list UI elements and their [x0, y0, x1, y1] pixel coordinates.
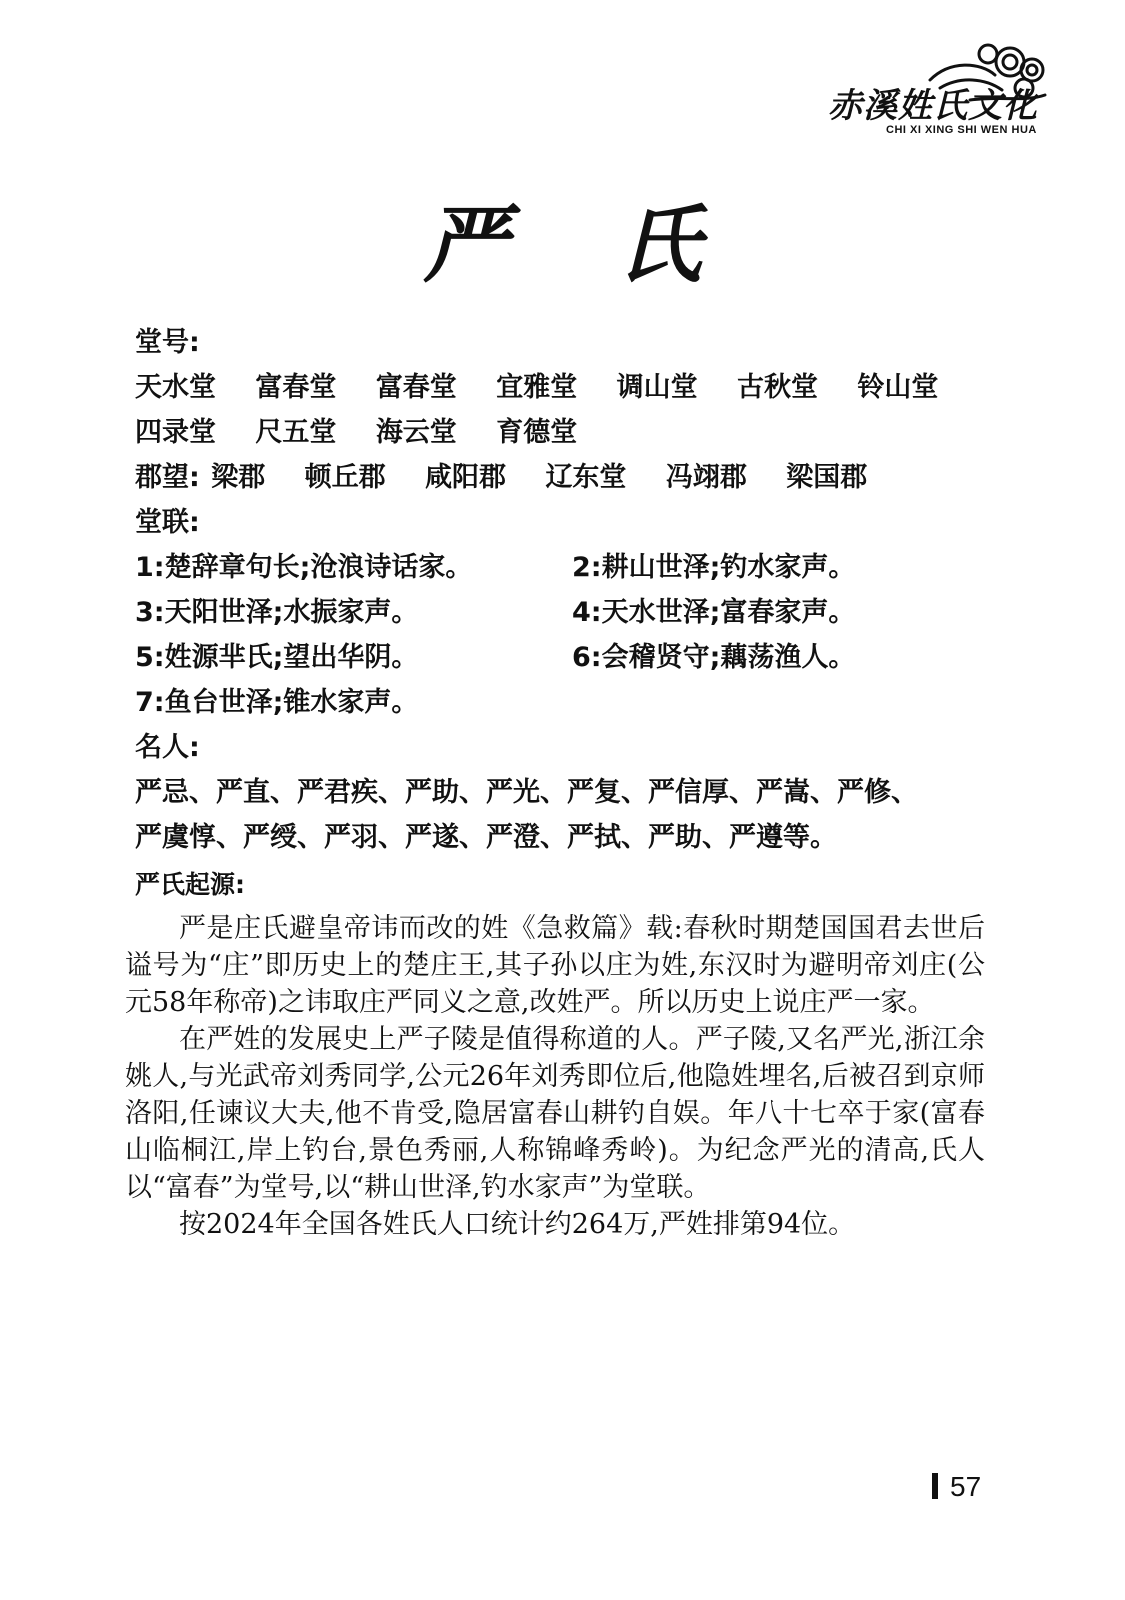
- page-number-bar-icon: [932, 1473, 938, 1499]
- junwang-item: 梁郡: [211, 462, 266, 493]
- couplet-item: 7:鱼台世泽;锥水家声。: [135, 687, 419, 718]
- couplet-item: 6:会稽贤守;藕荡渔人。: [572, 642, 856, 673]
- tanghao-item: 海云堂: [375, 417, 457, 448]
- junwang-label: 郡望:: [135, 462, 200, 493]
- couplet-item: 4:天水世泽;富春家声。: [572, 597, 856, 628]
- tanglian-label: 堂联:: [135, 507, 200, 538]
- tanghao-item: 古秋堂: [737, 372, 819, 403]
- tanghao-item: 四录堂: [135, 417, 216, 448]
- tanghao-item: 宜雅堂: [496, 372, 578, 403]
- tanghao-list-line-2: [135, 410, 577, 449]
- page-title: 严氏: [423, 195, 812, 294]
- junwang-item: 梁国郡: [786, 462, 868, 493]
- tanghao-list-line-1: [135, 365, 938, 404]
- junwang-item: 辽东堂: [545, 462, 627, 493]
- mingren-list-line-2: 严虞惇、严绶、严羽、严遂、严澄、严拭、严助、严遵等。: [135, 822, 837, 853]
- couplet-item: 5:姓源芈氏;望出华阴。: [135, 642, 419, 673]
- origin-paragraph: 按2024年全国各姓氏人口统计约264万,严姓排第94位。: [179, 1209, 856, 1240]
- tanghao-item: 尺五堂: [255, 417, 337, 448]
- couplet-item: 1:楚辞章句长;沧浪诗话家。: [135, 552, 473, 583]
- header-logo: [810, 40, 1060, 140]
- tanghao-item: 育德堂: [496, 417, 578, 448]
- page-number: [932, 1471, 981, 1503]
- mingren-list-line-1: 严忌、严直、严君疾、严助、严光、严复、严信厚、严嵩、严修、: [135, 777, 918, 808]
- tanghao-item: 富春堂: [255, 372, 337, 403]
- tanghao-item: 富春堂: [375, 372, 457, 403]
- tanghao-label: 堂号:: [135, 327, 200, 358]
- logo-subtitle: CHI XI XING SHI WEN HUA: [886, 124, 1037, 136]
- origin-body: [125, 910, 985, 1243]
- junwang-item: 咸阳郡: [425, 462, 507, 493]
- tanghao-item: 铃山堂: [857, 372, 939, 403]
- mingren-label: 名人:: [135, 732, 200, 763]
- origin-heading: 严氏起源:: [135, 870, 245, 899]
- tanghao-item: 调山堂: [616, 372, 698, 403]
- junwang-line: [135, 455, 867, 494]
- origin-paragraph: 严是庄氏避皇帝讳而改的姓《急救篇》载:春秋时期楚国国君去世后谥号为“庄”即历史上的楚庄王,其子孙以庄为姓,东汉时为避明帝刘庄(公元58年称帝)之讳取庄严同义之意,改姓严。所以历史上说庄严一家。: [125, 913, 985, 1018]
- tanghao-item: 天水堂: [135, 372, 216, 403]
- page-number-value: 57: [950, 1471, 982, 1502]
- origin-paragraph: 在严姓的发展史上严子陵是值得称道的人。严子陵,又名严光,浙江余姚人,与光武帝刘秀同学,公元26年刘秀即位后,他隐姓埋名,后被召到京师洛阳,任谏议大夫,他不肯受,隐居富春山耕钓自娱。年八十七卒于家(富春山临桐江,岸上钓台,景色秀丽,人称锦峰秀岭)。为纪念严光的清高,氏人以“富春”为堂号,以“耕山世泽,钓水家声”为堂联。: [125, 1024, 985, 1203]
- couplet-item: 3:天阳世泽;水振家声。: [135, 597, 419, 628]
- junwang-item: 顿丘郡: [304, 462, 386, 493]
- junwang-item: 冯翊郡: [665, 462, 747, 493]
- couplet-item: 2:耕山世泽;钓水家声。: [572, 552, 856, 583]
- logo-title: 赤溪姓氏文化: [828, 86, 1038, 126]
